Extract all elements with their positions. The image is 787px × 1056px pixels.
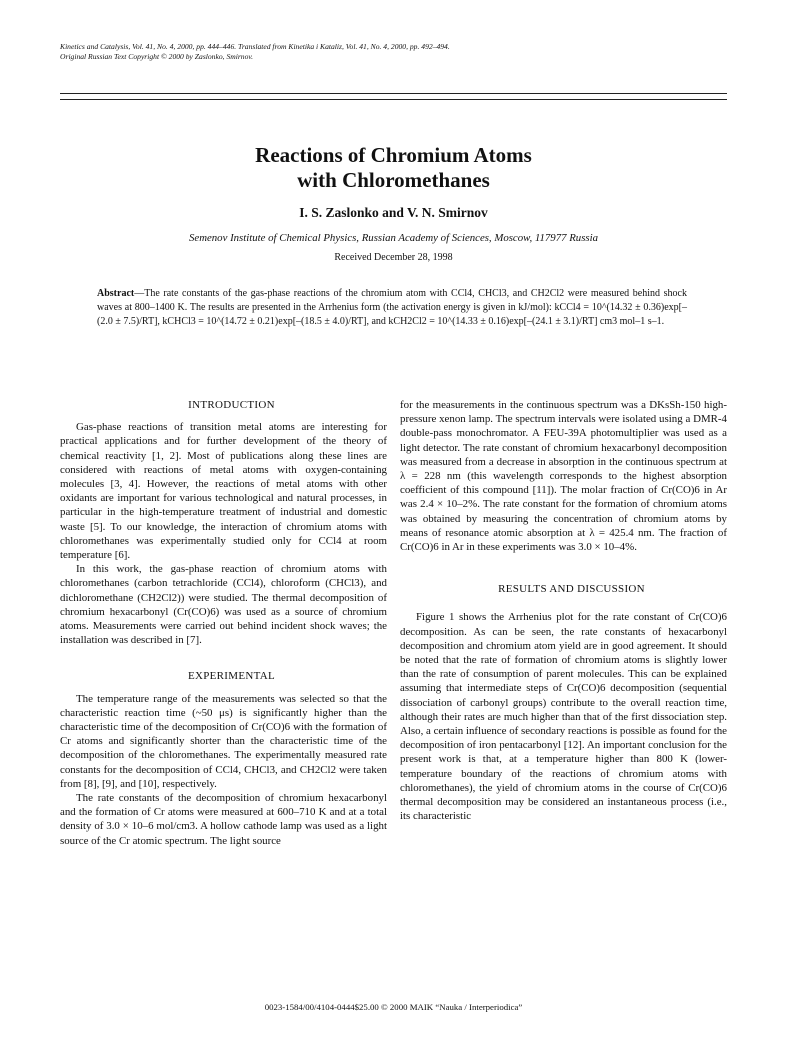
intro-paragraph-2: In this work, the gas-phase reaction of chromium atoms with chloromethanes (carbon tetrachloride (CCl4), chloroform (CHCl3), and dichloromethane (CH2Cl2)) were studied. The thermal decomposition of chromium hexacarbonyl (Cr(CO)6) was used as a source of chromium atoms. Measurements were carried out behind incident shock waves; the installation was described in [7]. (60, 563, 387, 647)
received-date: Received December 28, 1998 (334, 252, 453, 263)
results-paragraph-1: Figure 1 shows the Arrhenius plot for the rate constant of Cr(CO)6 decomposition. As can be seen, the rate constants of hexacarbonyl decomposition and chromium atom yield are in good agreement. It should be noted that the rate of formation of chromium atoms is slightly lower than the rate of consumption of parent molecules. This can be explained assuming that intermediate steps of Cr(CO)6 decomposition (sequential dissociation of carbonyl groups) contribute to the overall reaction time, although their rates are much higher than that of the first dissociation step. Also, a certain influence of secondary reactions is possible as found for the decomposition of iron pentacarbonyl [12]. An important conclusion for the present work is that, at a temperature higher than 800 K (lower-temperature boundary of the reactions of chromium atoms with chloromethanes), the yield of chromium atoms in the course of Cr(CO)6 thermal decomposition may be considered an instantaneous process (i.e., its characteristic (400, 611, 727, 823)
section-heading-introduction: INTRODUCTION (188, 399, 275, 411)
abstract (97, 287, 687, 329)
left-column (60, 398, 387, 848)
title-line-1: Reactions of Chromium Atoms (255, 143, 532, 167)
journal-header (60, 42, 450, 62)
section-heading-experimental: EXPERIMENTAL (187, 670, 276, 683)
title-line-2: with Chloromethanes (297, 168, 490, 192)
footer-copyright: 0023-1584/00/4104-0444$25.00 © 2000 MAIK “Nauka / Interperiodica” (264, 1002, 523, 1012)
abstract-text: —The rate constants of the gas-phase reactions of the chromium atom with CCl4, CHCl3, and CH2Cl2 were measured behind shock waves at 800–1400 K. The results are presented in the Arrhenius form (the activation energy is given in kJ/mol): kCCl4 = 10^(14.32 ± 0.36)exp[–(2.0 ± 7.5)/RT], kCHCl3 = 10^(14.72 ± 0.21)exp[–(18.5 ± 4.0)/RT], and kCH2Cl2 = 10^(14.33 ± 0.16)exp[–(24.1 ± 3.1)/RT] cm3 mol–1 s–1. (97, 288, 687, 327)
abstract-label: Abstract (97, 288, 135, 299)
section-heading-results: RESULTS AND DISCUSSION (498, 583, 645, 596)
affiliation: Semenov Institute of Chemical Physics, Russian Academy of Sciences, Moscow, 117977 Russia (189, 232, 598, 244)
intro-paragraph-1: Gas-phase reactions of transition metal atoms are interesting for practical applications and for further development of the theory of chemical reactivity [1, 2]. Most of publications along these lines are considered with reactions of metal atoms with oxygen-containing molecules [3, 4]. However, the reactions of metal atoms with other oxidants are important for various technological and natural processes, in particular in the high-temperature treatment of industrial and domestic waste [5]. To our knowledge, the interaction of chromium atoms with chloromethanes was experimentally studied only for CCl4 at room temperature [6]. (60, 421, 387, 562)
header-citation: Kinetics and Catalysis, Vol. 41, No. 4, 2000, pp. 444–446. Translated from Kinetika i Kataliz, Vol. 41, No. 4, 2000, pp. 492–494. (60, 42, 450, 51)
experimental-paragraph-2: The rate constants of the decomposition of chromium hexacarbonyl and the formation of Cr atoms were measured at 600–710 K and at a total density of 3.0 × 10–6 mol/cm3. A hollow cathode lamp was used as a light source of the Cr atomic spectrum. The light source (60, 792, 387, 847)
right-column (400, 398, 727, 823)
experimental-paragraph-1: The temperature range of the measurements was selected so that the characteristic reaction time (~50 μs) is significantly higher than the characteristic time of the decomposition of Cr(CO)6 with the formation of Cr atoms and significantly shorter than the characteristic time of the decomposition of the chloromethanes. The experimentally measured rate constants for the decomposition of CCl4, CHCl3, and CH2Cl2 were taken from [8], [9], and [10], respectively. (60, 692, 387, 790)
header-rule-thin (60, 99, 727, 100)
header-copyright: Original Russian Text Copyright © 2000 by Zaslonko, Smirnov. (60, 52, 254, 61)
authors: I. S. Zaslonko and V. N. Smirnov (299, 205, 488, 220)
continued-paragraph: for the measurements in the continuous spectrum was a DKsSh-150 high-pressure xenon lamp. The spectrum intervals were isolated using a DMR-4 double-pass monochromator. A FEU-39A photomultiplier was used as a light detector. The rate constant of chromium hexacarbonyl decomposition was measured from a decrease in absorption in the continuous spectrum at λ = 228 nm (this wavelength corresponds to the highest absorption coefficient of this compound [11]). The molar fraction of Cr(CO)6 in Ar was 2.4 × 10–2%. The rate constant for the formation of chromium atoms was obtained by measuring the concentration of chromium atoms by means of resonance atomic absorption at λ = 425.4 nm. The fraction of Cr(CO)6 in Ar in these experiments was 3.0 × 10–4%. (400, 399, 727, 554)
header-rule-thick (60, 93, 727, 94)
paper-title (0, 143, 787, 193)
